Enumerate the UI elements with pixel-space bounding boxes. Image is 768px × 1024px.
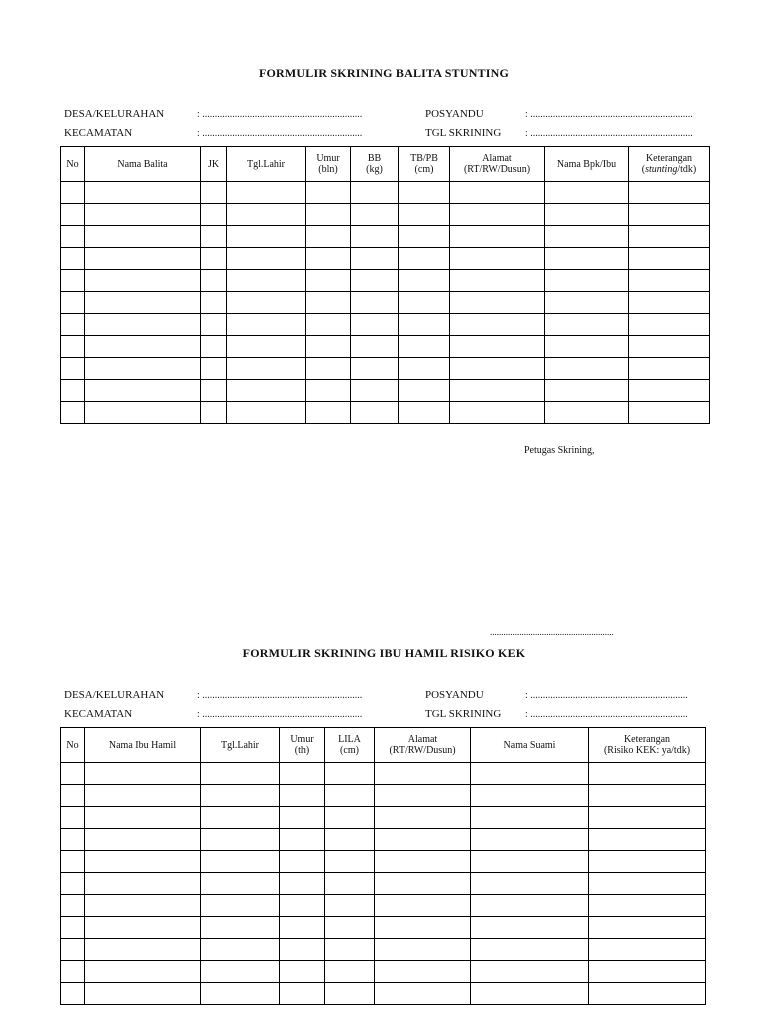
table-cell[interactable]: [471, 961, 589, 983]
table-cell[interactable]: [471, 851, 589, 873]
table-cell[interactable]: [375, 829, 471, 851]
table-cell[interactable]: [85, 182, 201, 204]
table-cell[interactable]: [61, 204, 85, 226]
table-cell[interactable]: [589, 895, 706, 917]
table-cell[interactable]: [201, 182, 227, 204]
table-cell[interactable]: [61, 785, 85, 807]
table-cell[interactable]: [471, 895, 589, 917]
table-cell[interactable]: [280, 939, 325, 961]
table-cell[interactable]: [85, 939, 201, 961]
table-cell[interactable]: [61, 380, 85, 402]
table-cell[interactable]: [201, 314, 227, 336]
table-cell[interactable]: [399, 402, 450, 424]
table-cell[interactable]: [227, 182, 306, 204]
table-cell[interactable]: [227, 226, 306, 248]
table-cell[interactable]: [450, 358, 545, 380]
table-cell[interactable]: [306, 226, 351, 248]
form1-tgl-skrining-label: TGL SKRINING: [425, 127, 502, 139]
table-cell[interactable]: [201, 402, 227, 424]
table-row: [61, 292, 710, 314]
table-cell[interactable]: [61, 895, 85, 917]
table-cell[interactable]: [629, 358, 710, 380]
table-cell[interactable]: [85, 961, 201, 983]
form2-desa-label: DESA/KELURAHAN: [64, 689, 165, 701]
col-header-nama-bpk-ibu: Nama Bpk/Ibu: [545, 147, 629, 182]
table-cell[interactable]: [61, 402, 85, 424]
table-cell[interactable]: [85, 873, 201, 895]
table-cell[interactable]: [471, 763, 589, 785]
table-cell[interactable]: [351, 182, 399, 204]
table-row: [61, 873, 706, 895]
table-cell[interactable]: [306, 380, 351, 402]
signature-label: Petugas Skrining,: [524, 445, 595, 456]
table-cell[interactable]: [325, 763, 375, 785]
table-row: [61, 851, 706, 873]
table-row: [61, 807, 706, 829]
table-row: [61, 983, 706, 1005]
table-cell[interactable]: [375, 763, 471, 785]
table-cell[interactable]: [85, 336, 201, 358]
table-cell[interactable]: [201, 851, 280, 873]
table-cell[interactable]: [545, 182, 629, 204]
table-cell[interactable]: [351, 314, 399, 336]
table-cell[interactable]: [450, 292, 545, 314]
table-cell[interactable]: [351, 270, 399, 292]
table-cell[interactable]: [629, 204, 710, 226]
table-cell[interactable]: [589, 917, 706, 939]
table-cell[interactable]: [399, 336, 450, 358]
table-cell[interactable]: [227, 248, 306, 270]
table-cell[interactable]: [351, 380, 399, 402]
table-row: [61, 763, 706, 785]
table-cell[interactable]: [325, 851, 375, 873]
table-cell[interactable]: [545, 248, 629, 270]
table-cell[interactable]: [450, 182, 545, 204]
table-cell[interactable]: [201, 895, 280, 917]
table-row: [61, 270, 710, 292]
col-header-umur: Umur (th): [280, 728, 325, 763]
col-header-nama-suami: Nama Suami: [471, 728, 589, 763]
table-cell[interactable]: [61, 336, 85, 358]
form2-title: FORMULIR SKRINING IBU HAMIL RISIKO KEK: [242, 646, 526, 660]
col-header-lila: LILA (cm): [325, 728, 375, 763]
table-cell[interactable]: [306, 292, 351, 314]
table-cell[interactable]: [61, 292, 85, 314]
table-cell[interactable]: [201, 336, 227, 358]
table-cell[interactable]: [589, 807, 706, 829]
table-cell[interactable]: [61, 226, 85, 248]
table-cell[interactable]: [545, 336, 629, 358]
table-cell[interactable]: [545, 314, 629, 336]
form2-table: [60, 727, 706, 1005]
table-cell[interactable]: [351, 248, 399, 270]
signature-line[interactable]: .......................................................: [490, 627, 614, 637]
table-cell[interactable]: [85, 226, 201, 248]
table-cell[interactable]: [375, 961, 471, 983]
table-header-row: [61, 728, 706, 763]
table-cell[interactable]: [450, 248, 545, 270]
table-cell[interactable]: [280, 763, 325, 785]
table-cell[interactable]: [450, 226, 545, 248]
col-header-keterangan: Keterangan (stunting/tdk): [629, 147, 710, 182]
table-cell[interactable]: [85, 248, 201, 270]
table-cell[interactable]: [589, 961, 706, 983]
table-cell[interactable]: [85, 204, 201, 226]
col-header-no: No: [61, 728, 85, 763]
table-cell[interactable]: [85, 763, 201, 785]
table-row: [61, 314, 710, 336]
table-cell[interactable]: [227, 270, 306, 292]
form2-kecamatan-label: KECAMATAN: [64, 708, 133, 720]
table-cell[interactable]: [589, 785, 706, 807]
table-cell[interactable]: [61, 983, 85, 1005]
table-cell[interactable]: [306, 248, 351, 270]
table-cell[interactable]: [201, 248, 227, 270]
table-cell[interactable]: [85, 314, 201, 336]
table-cell[interactable]: [201, 358, 227, 380]
table-cell[interactable]: [399, 226, 450, 248]
form2-desa-field[interactable]: : ................................................................: [197, 690, 363, 701]
table-cell[interactable]: [375, 895, 471, 917]
form1-table: [60, 146, 710, 424]
table-row: [61, 204, 710, 226]
form1-kecamatan-label: KECAMATAN: [64, 127, 133, 139]
table-cell[interactable]: [85, 358, 201, 380]
table-cell[interactable]: [85, 292, 201, 314]
table-cell[interactable]: [450, 380, 545, 402]
form2-tgl-skrining-label: TGL SKRINING: [425, 708, 502, 720]
table-cell[interactable]: [399, 380, 450, 402]
table-row: [61, 917, 706, 939]
table-cell[interactable]: [201, 270, 227, 292]
table-cell[interactable]: [375, 983, 471, 1005]
form1-title: FORMULIR SKRINING BALITA STUNTING: [258, 66, 510, 80]
table-cell[interactable]: [280, 983, 325, 1005]
table-cell[interactable]: [450, 402, 545, 424]
table-cell[interactable]: [325, 807, 375, 829]
table-cell[interactable]: [61, 807, 85, 829]
table-cell[interactable]: [85, 380, 201, 402]
table-cell[interactable]: [85, 785, 201, 807]
table-cell[interactable]: [399, 314, 450, 336]
table-cell[interactable]: [85, 270, 201, 292]
table-cell[interactable]: [545, 226, 629, 248]
table-cell[interactable]: [280, 807, 325, 829]
table-cell[interactable]: [227, 336, 306, 358]
col-header-no: No: [61, 147, 85, 182]
table-cell[interactable]: [201, 939, 280, 961]
table-row: [61, 358, 710, 380]
table-cell[interactable]: [306, 358, 351, 380]
col-header-nama-ibu-hamil: Nama Ibu Hamil: [85, 728, 201, 763]
table-cell[interactable]: [280, 851, 325, 873]
table-cell[interactable]: [61, 182, 85, 204]
table-cell[interactable]: [450, 314, 545, 336]
table-cell[interactable]: [306, 182, 351, 204]
table-cell[interactable]: [85, 807, 201, 829]
table-cell[interactable]: [201, 292, 227, 314]
table-cell[interactable]: [545, 204, 629, 226]
table-cell[interactable]: [280, 785, 325, 807]
table-cell[interactable]: [589, 873, 706, 895]
table-cell[interactable]: [399, 204, 450, 226]
col-header-tgl-lahir: Tgl.Lahir: [227, 147, 306, 182]
table-cell[interactable]: [280, 961, 325, 983]
table-cell[interactable]: [450, 270, 545, 292]
col-header-umur: Umur (bln): [306, 147, 351, 182]
table-cell[interactable]: [351, 204, 399, 226]
table-cell[interactable]: [306, 270, 351, 292]
table-cell[interactable]: [201, 226, 227, 248]
table-cell[interactable]: [545, 402, 629, 424]
table-row: [61, 785, 706, 807]
form1-tgl-skrining-field[interactable]: : .................................................................: [525, 128, 693, 139]
table-cell[interactable]: [201, 785, 280, 807]
table-cell[interactable]: [306, 336, 351, 358]
table-header-row: [61, 147, 710, 182]
table-cell[interactable]: [589, 829, 706, 851]
table-cell[interactable]: [227, 204, 306, 226]
col-header-nama-balita: Nama Balita: [85, 147, 201, 182]
form1-kecamatan-field[interactable]: : ................................................................: [197, 128, 363, 139]
table-cell[interactable]: [85, 851, 201, 873]
table-cell[interactable]: [201, 983, 280, 1005]
table-cell[interactable]: [471, 829, 589, 851]
table-cell[interactable]: [471, 983, 589, 1005]
table-cell[interactable]: [280, 873, 325, 895]
table-cell[interactable]: [201, 763, 280, 785]
table-cell[interactable]: [227, 358, 306, 380]
table-cell[interactable]: [61, 358, 85, 380]
col-header-tb-pb: TB/PB (cm): [399, 147, 450, 182]
table-cell[interactable]: [280, 895, 325, 917]
col-header-alamat: Alamat (RT/RW/Dusun): [450, 147, 545, 182]
form1-desa-field[interactable]: : ................................................................: [197, 109, 363, 120]
table-row: [61, 402, 710, 424]
table-cell[interactable]: [306, 402, 351, 424]
table-cell[interactable]: [61, 917, 85, 939]
table-cell[interactable]: [61, 314, 85, 336]
table-row: [61, 182, 710, 204]
table-cell[interactable]: [399, 292, 450, 314]
table-row: [61, 380, 710, 402]
table-cell[interactable]: [85, 402, 201, 424]
table-row: [61, 939, 706, 961]
form1-desa-label: DESA/KELURAHAN: [64, 108, 165, 120]
form1-posyandu-label: POSYANDU: [425, 108, 484, 120]
table-cell[interactable]: [85, 917, 201, 939]
table-cell[interactable]: [545, 292, 629, 314]
table-cell[interactable]: [227, 380, 306, 402]
table-cell[interactable]: [201, 204, 227, 226]
table-cell[interactable]: [351, 292, 399, 314]
table-cell[interactable]: [450, 336, 545, 358]
table-cell[interactable]: [325, 873, 375, 895]
table-cell[interactable]: [375, 807, 471, 829]
form2-posyandu-label: POSYANDU: [425, 689, 484, 701]
table-cell[interactable]: [325, 961, 375, 983]
table-cell[interactable]: [306, 314, 351, 336]
table-cell[interactable]: [61, 248, 85, 270]
table-cell[interactable]: [375, 939, 471, 961]
table-cell[interactable]: [471, 917, 589, 939]
table-cell[interactable]: [201, 380, 227, 402]
table-cell[interactable]: [471, 785, 589, 807]
table-row: [61, 336, 710, 358]
table-cell[interactable]: [85, 895, 201, 917]
table-cell[interactable]: [61, 829, 85, 851]
table-cell[interactable]: [306, 204, 351, 226]
table-cell[interactable]: [325, 939, 375, 961]
table-cell[interactable]: [399, 270, 450, 292]
table-cell[interactable]: [629, 270, 710, 292]
col-header-tgl-lahir: Tgl.Lahir: [201, 728, 280, 763]
table-cell[interactable]: [227, 402, 306, 424]
table-row: [61, 226, 710, 248]
table-cell[interactable]: [325, 785, 375, 807]
table-cell[interactable]: [471, 807, 589, 829]
table-cell[interactable]: [471, 873, 589, 895]
table-cell[interactable]: [589, 939, 706, 961]
table-cell[interactable]: [85, 983, 201, 1005]
table-cell[interactable]: [201, 873, 280, 895]
table-cell[interactable]: [375, 873, 471, 895]
table-cell[interactable]: [280, 917, 325, 939]
table-cell[interactable]: [629, 380, 710, 402]
table-cell[interactable]: [629, 314, 710, 336]
table-cell[interactable]: [351, 336, 399, 358]
table-cell[interactable]: [629, 336, 710, 358]
table-cell[interactable]: [629, 402, 710, 424]
table-cell[interactable]: [227, 292, 306, 314]
table-cell[interactable]: [399, 248, 450, 270]
table-cell[interactable]: [227, 314, 306, 336]
form2-posyandu-field[interactable]: : ...............................................................: [525, 690, 688, 701]
col-header-jk: JK: [201, 147, 227, 182]
table-cell[interactable]: [629, 226, 710, 248]
table-cell[interactable]: [545, 380, 629, 402]
table-cell[interactable]: [545, 270, 629, 292]
table-row: [61, 248, 710, 270]
table-cell[interactable]: [325, 829, 375, 851]
table-cell[interactable]: [61, 873, 85, 895]
table-cell[interactable]: [375, 917, 471, 939]
table-cell[interactable]: [351, 226, 399, 248]
table-cell[interactable]: [201, 807, 280, 829]
form2-kecamatan-field[interactable]: : ................................................................: [197, 709, 363, 720]
col-header-alamat: Alamat (RT/RW/Dusun): [375, 728, 471, 763]
table-cell[interactable]: [589, 983, 706, 1005]
table-cell[interactable]: [325, 895, 375, 917]
table-cell[interactable]: [201, 961, 280, 983]
table-cell[interactable]: [589, 851, 706, 873]
table-cell[interactable]: [629, 182, 710, 204]
table-cell[interactable]: [375, 785, 471, 807]
table-cell[interactable]: [589, 763, 706, 785]
table-cell[interactable]: [201, 829, 280, 851]
table-cell[interactable]: [201, 917, 280, 939]
table-cell[interactable]: [85, 829, 201, 851]
col-header-keterangan: Keterangan (Risiko KEK: ya/tdk): [589, 728, 706, 763]
form1-posyandu-field[interactable]: : .................................................................: [525, 109, 693, 120]
table-cell[interactable]: [61, 961, 85, 983]
table-cell[interactable]: [325, 917, 375, 939]
table-cell[interactable]: [61, 939, 85, 961]
form2-tgl-skrining-field[interactable]: : ...............................................................: [525, 709, 688, 720]
table-cell[interactable]: [351, 402, 399, 424]
table-row: [61, 895, 706, 917]
table-cell[interactable]: [351, 358, 399, 380]
table-cell[interactable]: [399, 182, 450, 204]
table-cell[interactable]: [629, 248, 710, 270]
table-cell[interactable]: [375, 851, 471, 873]
col-header-bb: BB (kg): [351, 147, 399, 182]
table-cell[interactable]: [61, 851, 85, 873]
table-cell[interactable]: [61, 270, 85, 292]
table-cell[interactable]: [545, 358, 629, 380]
table-cell[interactable]: [280, 829, 325, 851]
table-cell[interactable]: [61, 763, 85, 785]
table-row: [61, 961, 706, 983]
table-cell[interactable]: [399, 358, 450, 380]
table-cell[interactable]: [471, 939, 589, 961]
table-cell[interactable]: [629, 292, 710, 314]
table-row: [61, 829, 706, 851]
table-cell[interactable]: [325, 983, 375, 1005]
table-cell[interactable]: [450, 204, 545, 226]
